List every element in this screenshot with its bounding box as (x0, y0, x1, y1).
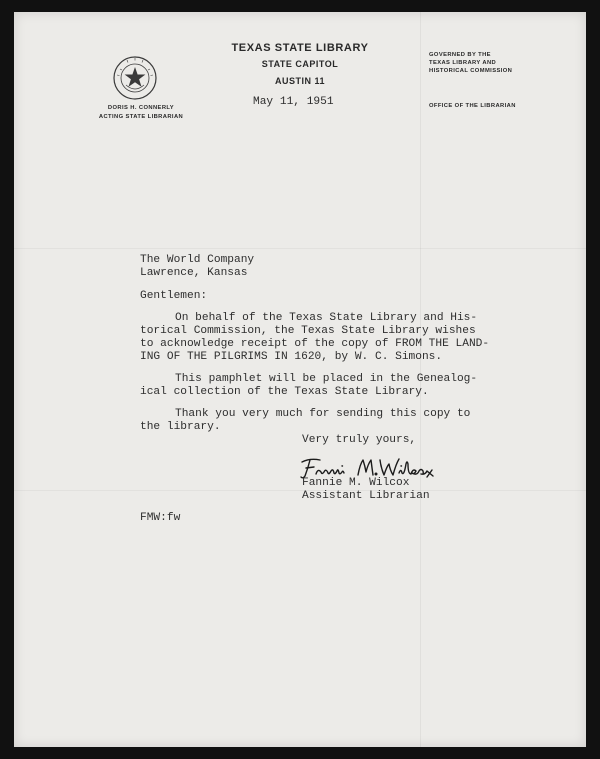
paper-fold (14, 248, 586, 249)
letterhead-governance-line: TEXAS LIBRARY AND (429, 60, 497, 66)
body-line: ING OF THE PILGRIMS IN 1620, by W. C. Simons. (140, 351, 443, 363)
letterhead-librarian-name: DORIS H. CONNERLY (107, 105, 175, 111)
body-line: ical collection of the Texas State Library. (140, 386, 429, 398)
state-seal-icon (112, 55, 158, 101)
closing: Very truly yours, (302, 434, 417, 446)
reference-initials: FMW:fw (140, 512, 181, 524)
signer-name: Fannie M. Wilcox (302, 477, 410, 489)
letterhead-governance-line: HISTORICAL COMMISSION (429, 68, 513, 74)
body-line: This pamphlet will be placed in the Genealog- (175, 373, 478, 385)
letter-date: May 11, 1951 (253, 96, 334, 108)
letterhead-governance-line: GOVERNED BY THE (429, 52, 491, 58)
recipient-name: The World Company (140, 254, 255, 266)
letterhead-city-line: AUSTIN 11 (274, 76, 325, 86)
letterhead-office: OFFICE OF THE LIBRARIAN (429, 103, 516, 109)
paper-fold (14, 490, 586, 491)
letterhead-address-line: STATE CAPITOL (261, 59, 339, 69)
body-line: the library. (140, 421, 221, 433)
signer-title: Assistant Librarian (302, 490, 430, 502)
body-line: Thank you very much for sending this copy to (175, 408, 471, 420)
letterhead-title: TEXAS STATE LIBRARY (231, 42, 369, 54)
body-line: to acknowledge receipt of the copy of FROM THE LAND- (140, 338, 490, 350)
letterhead-librarian-title: ACTING STATE LIBRARIAN (98, 114, 184, 120)
body-line: On behalf of the Texas State Library and His- (175, 312, 478, 324)
recipient-location: Lawrence, Kansas (140, 267, 248, 279)
body-line: torical Commission, the Texas State Library wishes (140, 325, 476, 337)
salutation: Gentlemen: (140, 290, 208, 302)
